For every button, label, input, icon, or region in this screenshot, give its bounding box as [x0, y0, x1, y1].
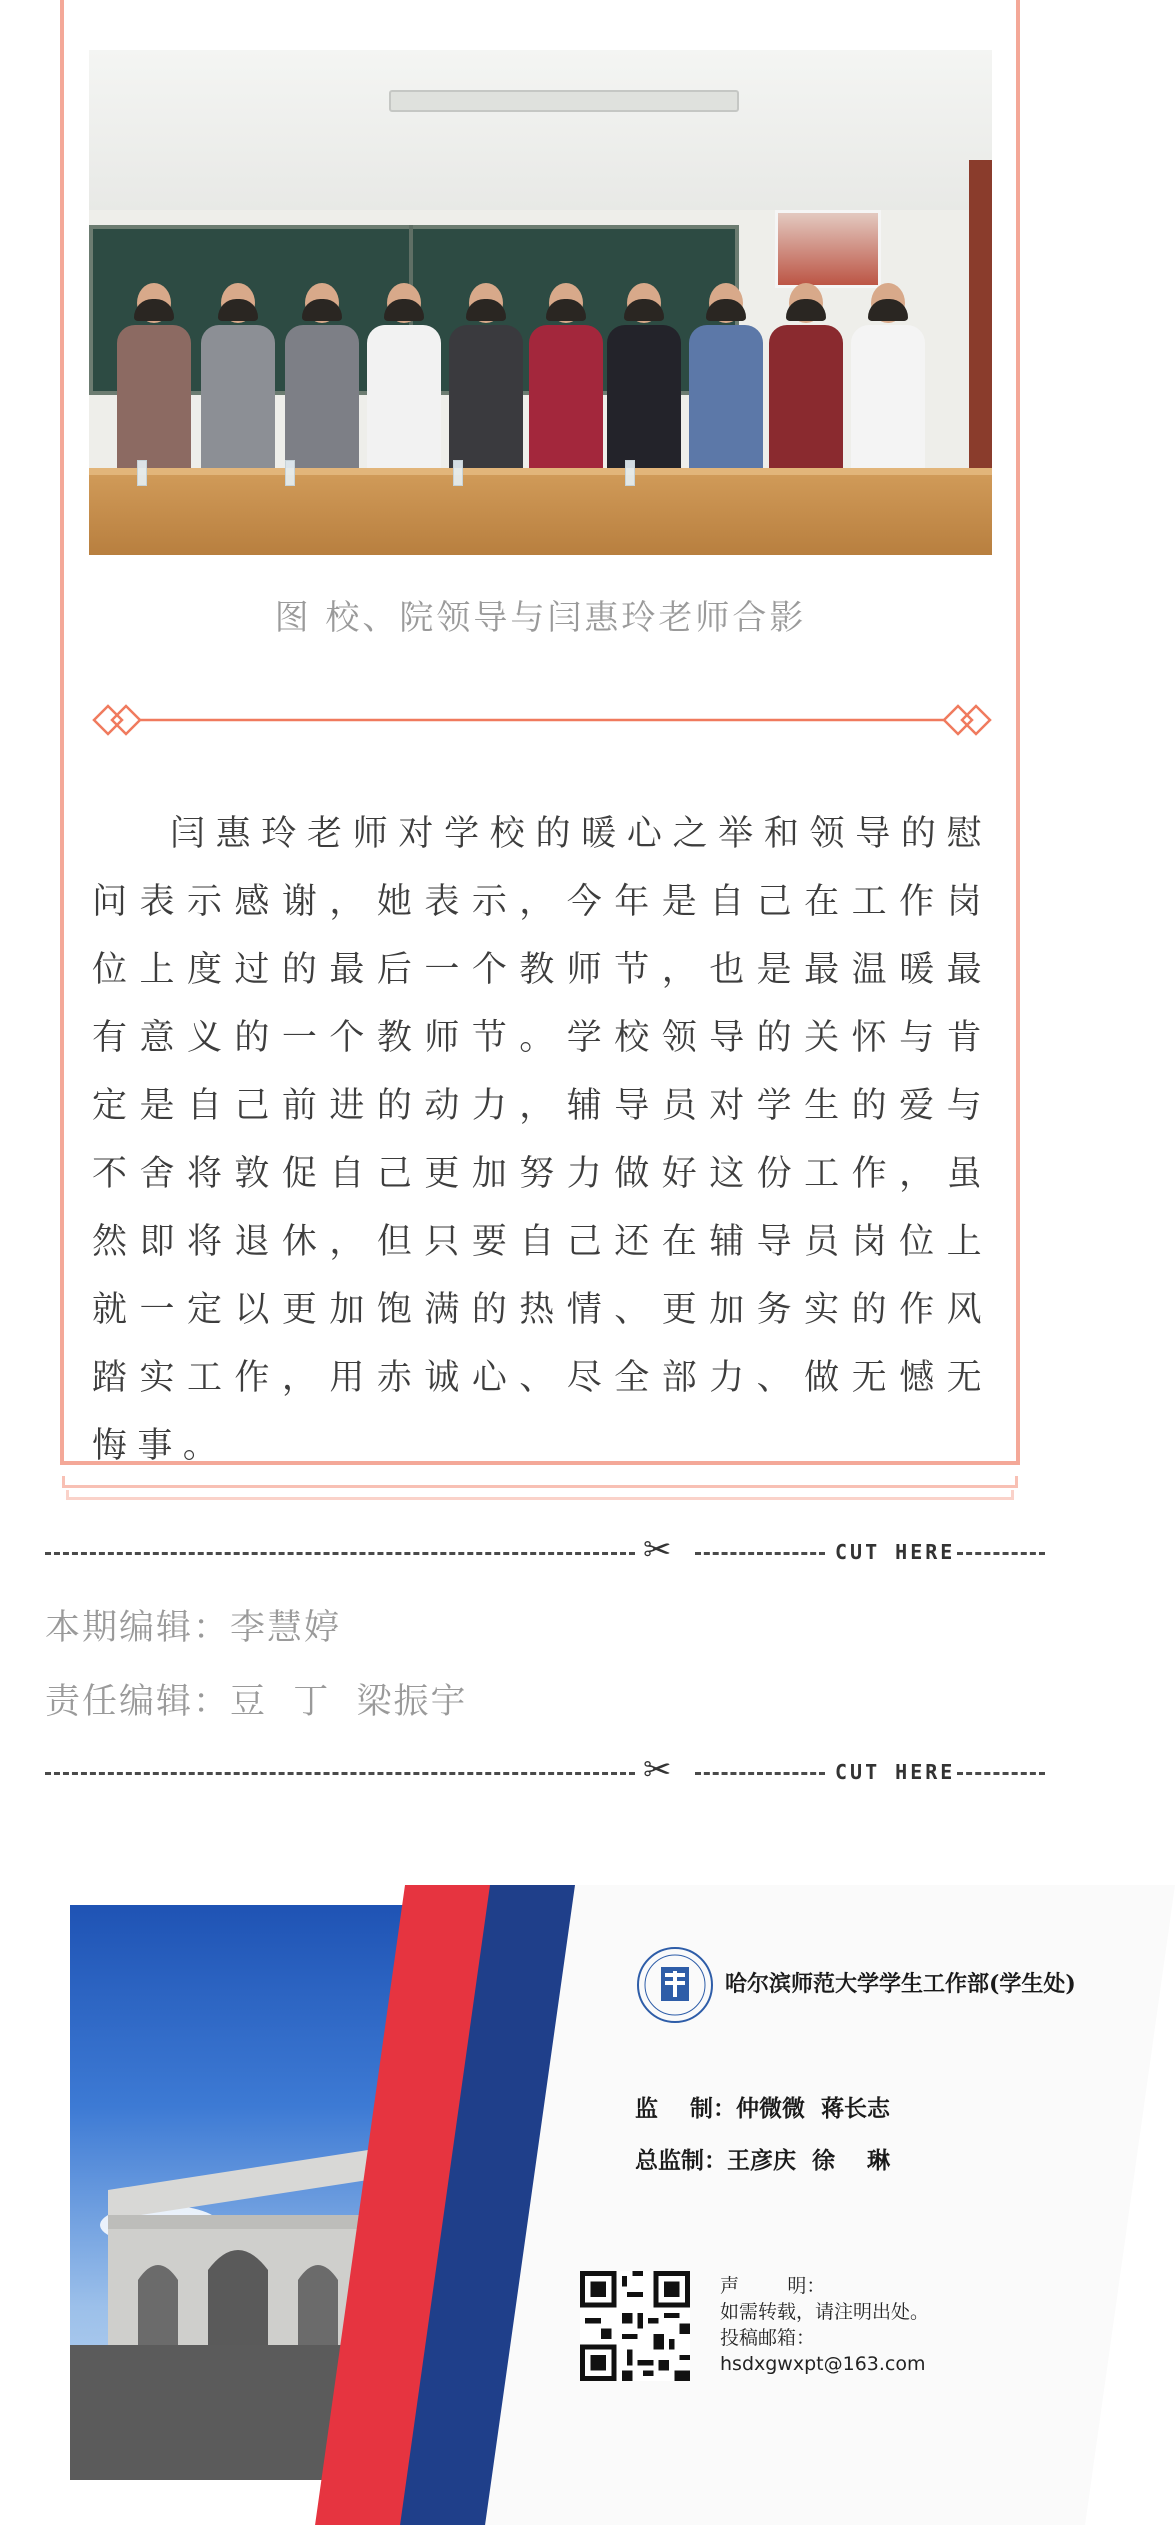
- organization-name: 哈尔滨师范大学学生工作部(学生处): [725, 1971, 1076, 1997]
- qr-code-icon[interactable]: [580, 2271, 690, 2381]
- scissors-icon: ✂: [643, 1530, 672, 1570]
- person: [607, 299, 681, 475]
- footer-banner[interactable]: [70, 1905, 1076, 2480]
- scissors-icon: ✂: [643, 1750, 672, 1790]
- article-paragraph: 闫惠玲老师对学校的暖心之举和领导的慰问表示感谢，她表示，今年是自己在工作岗位上度过的最后一个教师节，也是最温暖最有意义的一个教师节。学校领导的关怀与肯定是自己前进的动力，辅导员对学生的爱与不舍将敦促自己更加努力做好这份工作，虽然即将退休，但只要自己还在辅导员岗位上就一定以更加饱满的热情、更加务实的作风踏实工作，用赤诚心、尽全部力、做无憾无悔事。: [92, 814, 992, 1466]
- cut-here-label: CUT HERE: [835, 1540, 956, 1564]
- person: [689, 299, 763, 475]
- decorative-divider: [92, 702, 992, 738]
- photo-caption: 图 校、院领导与闫惠玲老师合影: [274, 598, 807, 638]
- cut-here-line: [45, 1750, 1045, 1790]
- campus-gate-icon: [98, 2120, 378, 2355]
- person: [367, 299, 441, 475]
- person: [201, 299, 275, 475]
- responsible-editor: 责任编辑：豆 丁 梁振宇: [45, 1682, 468, 1722]
- group-photo[interactable]: [89, 50, 992, 555]
- conference-table: [89, 475, 992, 555]
- person: [117, 299, 191, 475]
- person: [851, 299, 925, 475]
- issue-editor: 本期编辑：李慧婷: [45, 1608, 342, 1648]
- chief-supervisor: 总监制：王彦庆 徐 琳: [635, 2147, 891, 2174]
- wall-poster: [775, 210, 881, 288]
- card-stack-layer: [66, 1490, 1014, 1500]
- statement-title: 声 明：: [720, 2275, 826, 2297]
- person: [285, 299, 359, 475]
- contact-email[interactable]: hsdxgwxpt@163.com: [720, 2353, 926, 2375]
- supervisor: 监 制：仲微微 蒋长志: [635, 2095, 891, 2122]
- person: [449, 299, 523, 475]
- statement-text: 如需转载，请注明出处。: [720, 2301, 930, 2323]
- cut-here-label: CUT HERE: [835, 1760, 956, 1784]
- email-label: 投稿邮箱：: [720, 2327, 816, 2349]
- person: [529, 299, 603, 475]
- university-logo-icon: [635, 1945, 715, 2025]
- cut-here-line: [45, 1530, 1045, 1570]
- person: [769, 299, 843, 475]
